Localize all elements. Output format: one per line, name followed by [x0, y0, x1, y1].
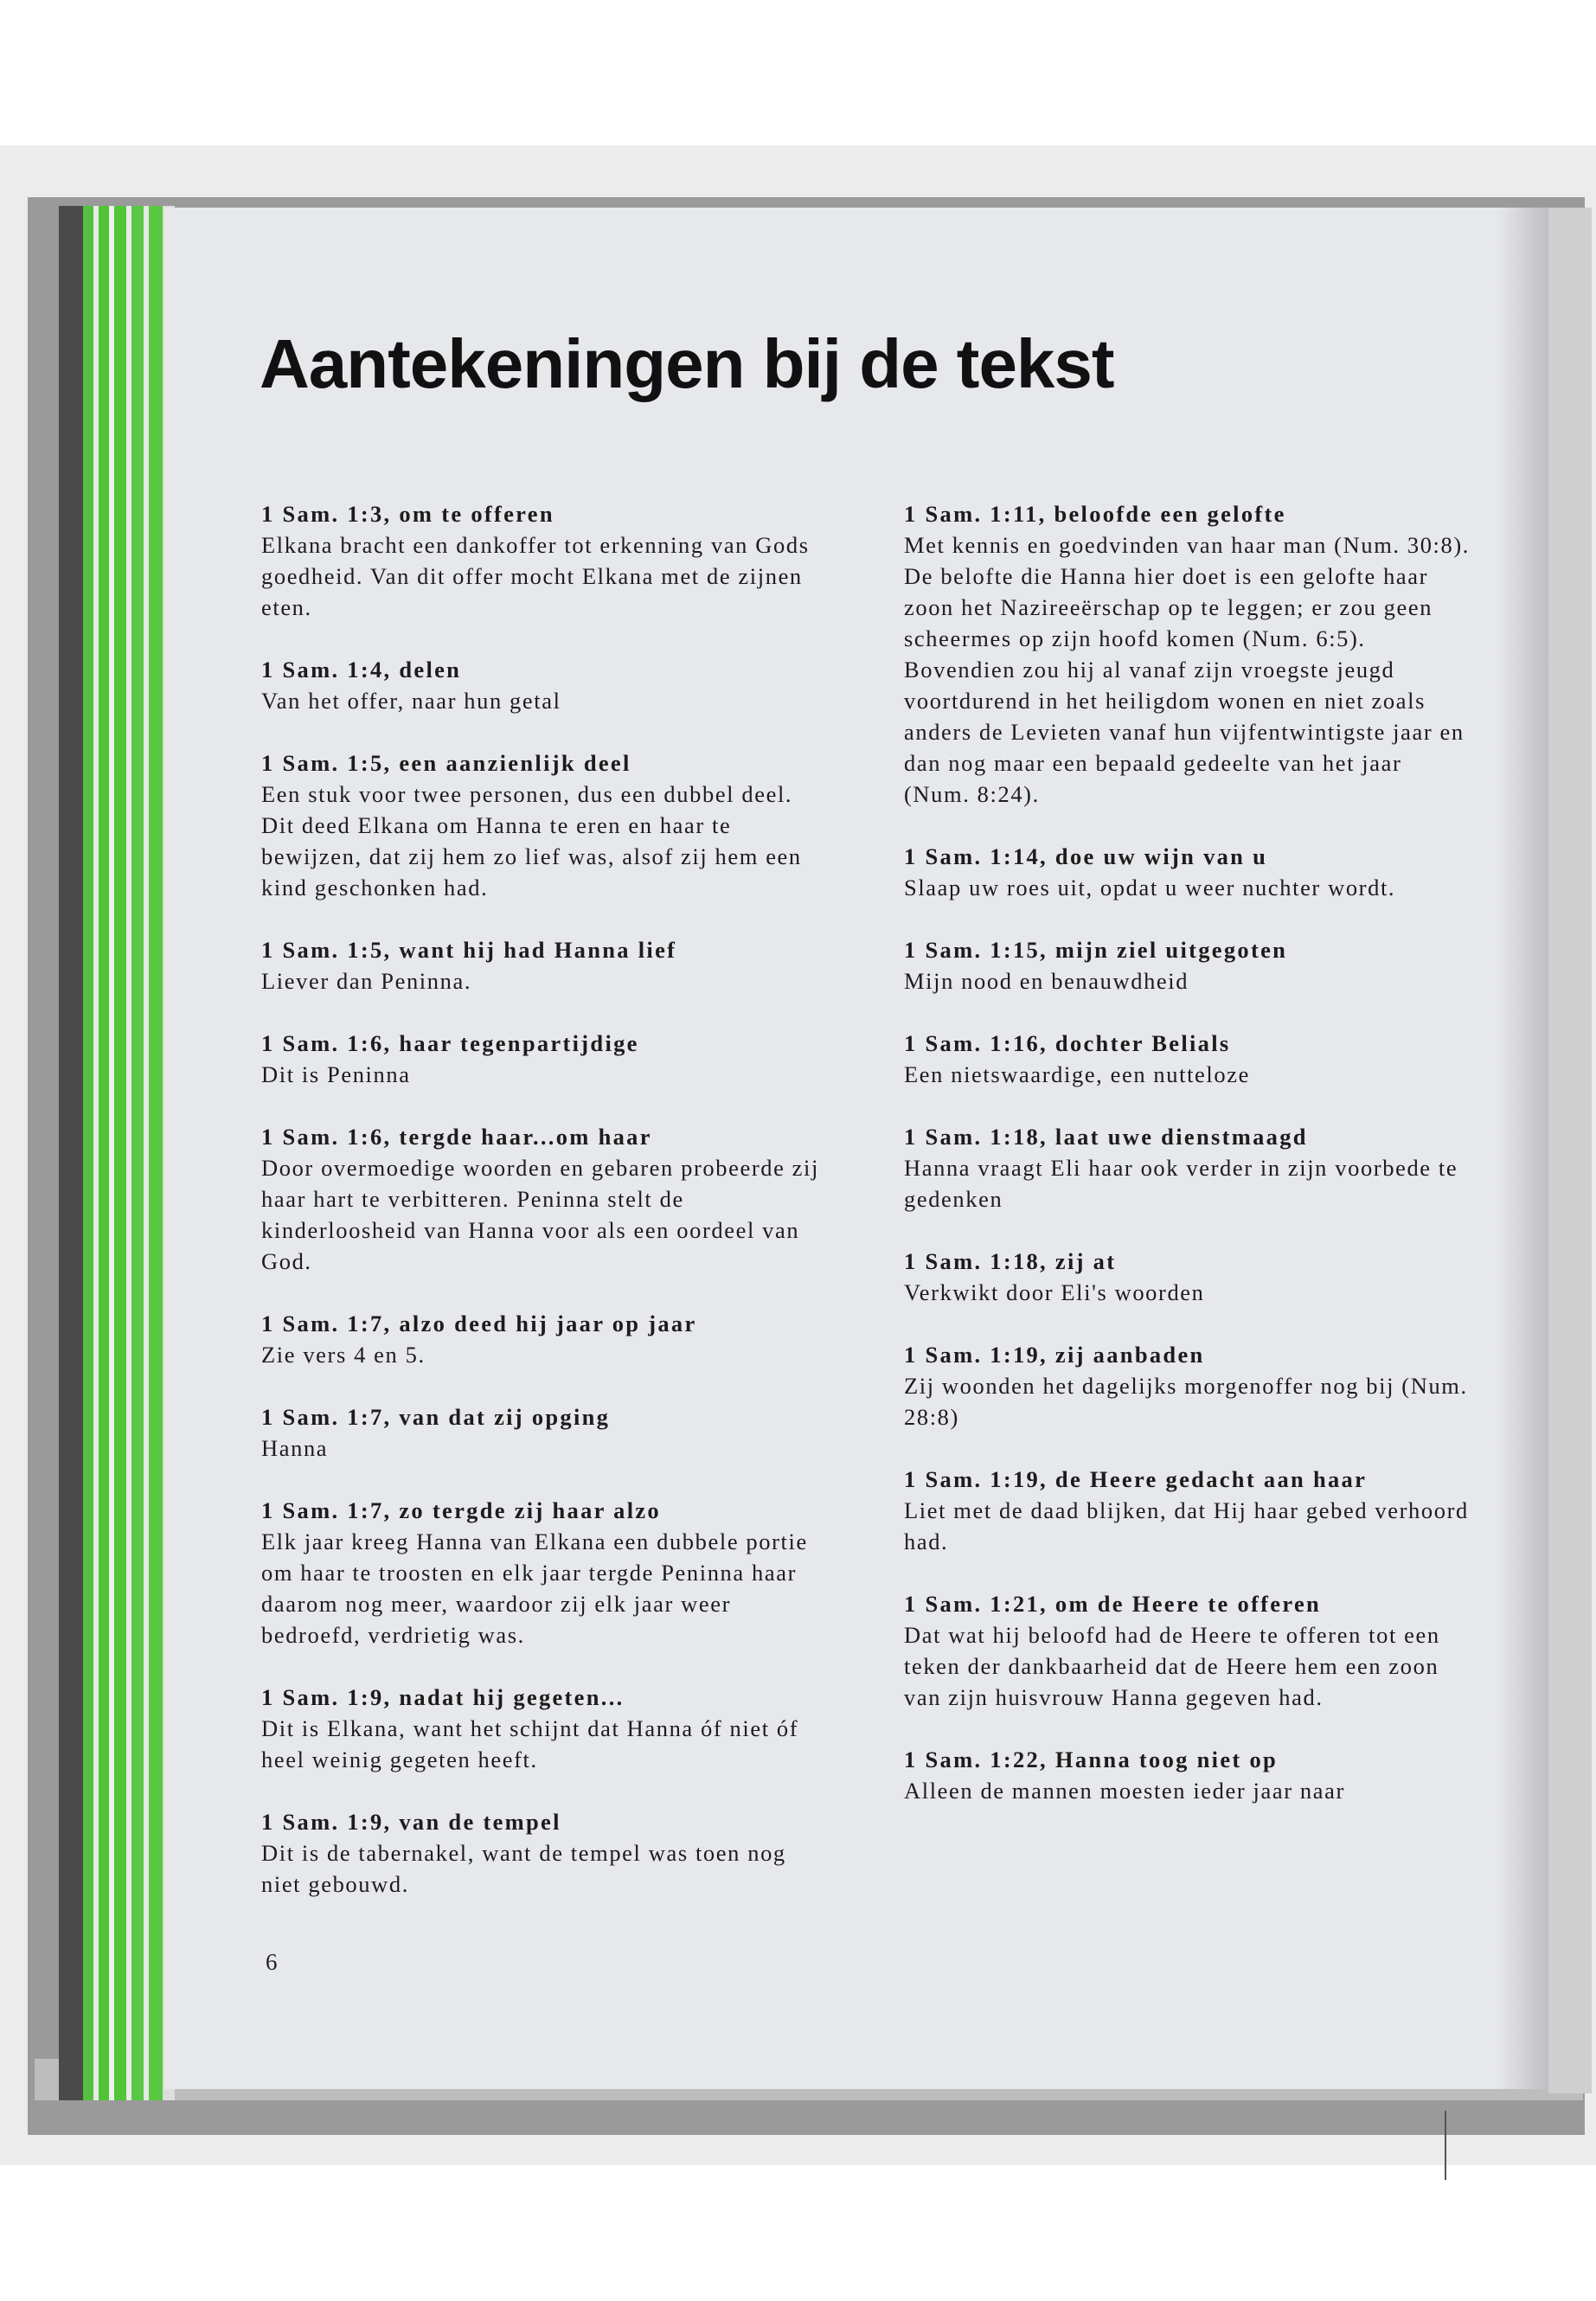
page-heading: Aantekeningen bij de tekst — [260, 325, 1114, 402]
note-text: Door overmoedige woorden en gebaren probeerde zij haar hart te verbitteren. Peninna stelt de kinderloosheid van Hanna voor als een oordeel van God. — [261, 1155, 819, 1274]
note-text: Slaap uw roes uit, opdat u weer nuchter wordt. — [904, 875, 1396, 901]
note-text: Liever dan Peninna. — [261, 968, 472, 994]
note-ref: 1 Sam. 1:3, om te offeren — [261, 501, 554, 527]
note-ref: 1 Sam. 1:9, van de tempel — [261, 1809, 561, 1835]
note-text: Hanna — [261, 1435, 329, 1461]
note-text: Dat wat hij beloofd had de Heere te offeren tot een teken der dankbaarheid dat de Heere hem een zoon van zijn huisvrouw Hanna gegeven had. — [904, 1622, 1440, 1710]
note-item — [261, 747, 832, 903]
note-item — [904, 841, 1475, 903]
note-text: Zie vers 4 en 5. — [261, 1342, 426, 1368]
note-text: Dit is Peninna — [261, 1061, 411, 1087]
left-column — [261, 498, 832, 1931]
note-ref: 1 Sam. 1:19, de Heere gedacht aan haar — [904, 1466, 1368, 1492]
note-item — [904, 1464, 1475, 1557]
note-ref: 1 Sam. 1:5, want hij had Hanna lief — [261, 937, 677, 963]
note-text: Alleen de mannen moesten ieder jaar naar — [904, 1778, 1345, 1804]
note-text: Elk jaar kreeg Hanna van Elkana een dubbele portie om haar te troosten en elk jaar tergde Peninna haar daarom nog meer, waardoor zij elk jaar weer bedroefd, verdrietig was. — [261, 1529, 808, 1648]
note-item — [261, 1806, 832, 1900]
note-ref: 1 Sam. 1:14, doe uw wijn van u — [904, 843, 1268, 869]
note-item — [904, 1028, 1475, 1090]
note-item — [261, 1121, 832, 1277]
note-ref: 1 Sam. 1:21, om de Heere te offeren — [904, 1591, 1322, 1617]
note-item — [904, 1246, 1475, 1308]
note-item — [904, 934, 1475, 997]
note-text: Een nietswaardige, een nutteloze — [904, 1061, 1250, 1087]
note-item — [261, 1401, 832, 1464]
note-ref: 1 Sam. 1:7, zo tergde zij haar alzo — [261, 1497, 661, 1523]
page-number: 6 — [266, 1949, 278, 1975]
note-text: Hanna vraagt Eli haar ook verder in zijn voorbede te gedenken — [904, 1155, 1458, 1212]
page-gutter-shadow — [1497, 208, 1548, 2089]
note-text: Met kennis en goedvinden van haar man (Num. 30:8). De belofte die Hanna hier doet is een gelofte haar zoon het Nazireeërschap op te leggen; er zou geen scheermes op zijn hoofd komen (Num. 6:5). Bovendien zou hij al vanaf zijn vroegste jeugd voortdurend in het heiligdom wonen en niet zoals anders de Levieten vanaf hun vijfentwintigste jaar en dan nog maar een bepaald gedeelte van het jaar (Num. 8:24). — [904, 532, 1471, 807]
note-item — [261, 498, 832, 623]
note-text: Van het offer, naar hun getal — [261, 688, 561, 714]
note-item — [261, 654, 832, 716]
note-text: Elkana bracht een dankoffer tot erkenning van Gods goedheid. Van dit offer mocht Elkana met de zijnen eten. — [261, 532, 810, 620]
note-ref: 1 Sam. 1:11, beloofde een gelofte — [904, 501, 1286, 527]
note-item — [261, 934, 832, 997]
note-ref: 1 Sam. 1:22, Hanna toog niet op — [904, 1747, 1279, 1772]
note-text: Dit is de tabernakel, want de tempel was toen nog niet gebouwd. — [261, 1840, 786, 1897]
note-text: Een stuk voor twee personen, dus een dubbel deel. Dit deed Elkana om Hanna te eren en haar te bewijzen, dat zij hem zo lief was, alsof zij hem een kind geschonken had. — [261, 781, 802, 901]
note-ref: 1 Sam. 1:5, een aanzienlijk deel — [261, 750, 631, 776]
note-item — [261, 1495, 832, 1650]
note-ref: 1 Sam. 1:6, tergde haar...om haar — [261, 1124, 652, 1150]
note-text: Verkwikt door Eli's woorden — [904, 1279, 1205, 1305]
note-text: Mijn nood en benauwdheid — [904, 968, 1189, 994]
right-column — [904, 498, 1475, 1837]
page-edges-green — [59, 206, 175, 2100]
note-ref: 1 Sam. 1:19, zij aanbaden — [904, 1342, 1205, 1368]
note-text: Zij woonden het dagelijks morgenoffer nog bij (Num. 28:8) — [904, 1373, 1468, 1430]
note-item — [904, 1744, 1475, 1806]
note-text: Dit is Elkana, want het schijnt dat Hanna óf niet óf heel weinig gegeten heeft. — [261, 1715, 799, 1772]
note-item — [904, 498, 1475, 810]
note-ref: 1 Sam. 1:18, zij at — [904, 1248, 1117, 1274]
note-ref: 1 Sam. 1:4, delen — [261, 657, 462, 683]
note-ref: 1 Sam. 1:15, mijn ziel uitgegoten — [904, 937, 1288, 963]
note-item — [261, 1028, 832, 1090]
note-item — [904, 1339, 1475, 1433]
note-ref: 1 Sam. 1:7, alzo deed hij jaar op jaar — [261, 1311, 697, 1336]
note-text: Liet met de daad blijken, dat Hij haar gebed verhoord had. — [904, 1497, 1469, 1554]
note-ref: 1 Sam. 1:6, haar tegenpartijdige — [261, 1030, 639, 1056]
note-item — [904, 1121, 1475, 1215]
note-ref: 1 Sam. 1:7, van dat zij opging — [261, 1404, 611, 1430]
note-item — [904, 1588, 1475, 1713]
scan-mark — [1445, 2111, 1446, 2180]
note-ref: 1 Sam. 1:18, laat uwe dienstmaagd — [904, 1124, 1308, 1150]
note-ref: 1 Sam. 1:16, dochter Belials — [904, 1030, 1231, 1056]
next-page-edge — [1548, 208, 1592, 2093]
note-item — [261, 1308, 832, 1370]
note-ref: 1 Sam. 1:9, nadat hij gegeten... — [261, 1684, 625, 1710]
note-item — [261, 1682, 832, 1775]
